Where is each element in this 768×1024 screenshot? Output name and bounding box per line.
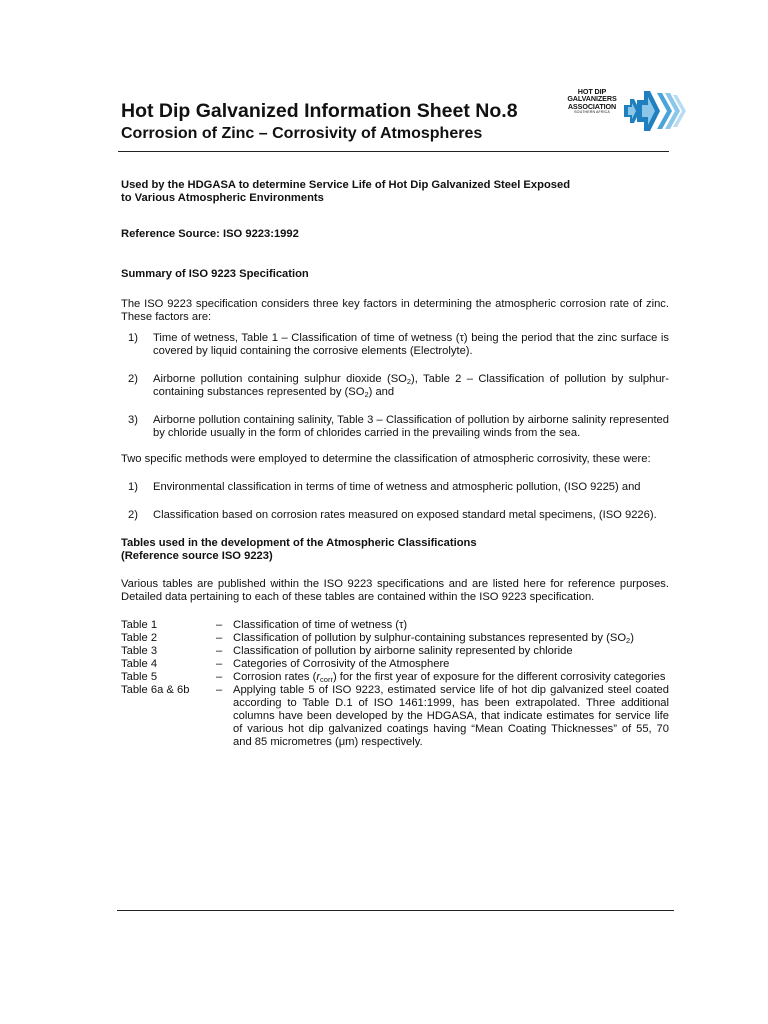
document-subtitle: Corrosion of Zinc – Corrosivity of Atmospheres <box>121 125 483 142</box>
table-row: Table 3 – Classification of pollution by airborne salinity represented by chloride <box>121 645 573 657</box>
list-item: 1) Environmental classification in terms of time of wetness and atmospheric pollution, (ISO 9225) and <box>128 481 641 493</box>
table-row: Table 6a & 6b – Applying table 5 of ISO 9223, estimated service life of hot dip galvanized steel coated according to Table D.1 of ISO 1461:1999, has been extrapolated. Three additional columns have been developed by the HDGASA, that indicate estimates for service life of various hot dip galvanized coatings having “Mean Coating Thicknesses” of 55, 70 and 85 micrometres (μm) respectively. <box>121 684 669 748</box>
methods-list <box>121 481 669 522</box>
summary-heading: Summary of ISO 9223 Specification <box>121 268 309 280</box>
tables-heading: Tables used in the development of the Atmospheric Classifications (Reference source ISO 9223) <box>121 537 477 562</box>
table-row: Table 4 – Categories of Corrosivity of the Atmosphere <box>121 658 450 670</box>
factors-list <box>121 332 669 440</box>
methods-paragraph: Two specific methods were employed to determine the classification of atmospheric corrosivity, these were: <box>121 453 651 465</box>
hdgasa-logo <box>566 86 692 136</box>
table-row: Table 5 – Corrosion rates $(r_{corr})$ for the first year of exposure for the different corrosivity categories <box>121 671 666 684</box>
footer-divider <box>117 910 674 911</box>
list-item: 1) Time of wetness, Table 1 – Classification of time of wetness (τ) being the period that the zinc surface is covered by liquid containing the corrosive elements (Electrolyte). <box>128 332 669 357</box>
reference-source: Reference Source: ISO 9223:1992 <box>121 228 299 240</box>
list-item: 2) Airborne pollution containing sulphur dioxide $(SO_2)$, Table 2 – Classification of pollution by sulphur-containing substances represented by $(SO_2)$ and <box>128 373 669 399</box>
list-item: 3) Airborne pollution containing salinity, Table 3 – Classification of pollution by airborne salinity represented by chloride usually in the form of chlorides carried in the prevailing winds from the sea. <box>128 414 669 439</box>
summary-paragraph: The ISO 9223 specification considers three key factors in determining the atmospheric corrosion rate of zinc. These factors are: <box>121 298 669 323</box>
list-item: 2) Classification based on corrosion rates measured on exposed standard metal specimens, (ISO 9226). <box>128 509 657 521</box>
logo-arrows-icon <box>620 86 690 136</box>
document-body <box>121 179 669 749</box>
header-divider <box>118 151 669 152</box>
tables-list <box>121 619 669 749</box>
table-row: Table 1 – Classification of time of wetness (τ) <box>121 619 408 631</box>
table-row: Table 2 – Classification of pollution by sulphur-containing substances represented by $(SO_2)$ <box>121 632 634 645</box>
document-title: Hot Dip Galvanized Information Sheet No.8 <box>121 100 518 122</box>
tables-paragraph: Various tables are published within the ISO 9223 specifications and are listed here for reference purposes. Detailed data pertaining to each of these tables are contained within the ISO 9223 specification. <box>121 578 669 603</box>
intro-heading: Used by the HDGASA to determine Service Life of Hot Dip Galvanized Steel Exposed to Various Atmospheric Environments <box>121 179 571 204</box>
logo-wordmark: HOT DIP GALVANIZERS ASSOCIATION SOUTHERN AFRICA <box>567 87 617 115</box>
